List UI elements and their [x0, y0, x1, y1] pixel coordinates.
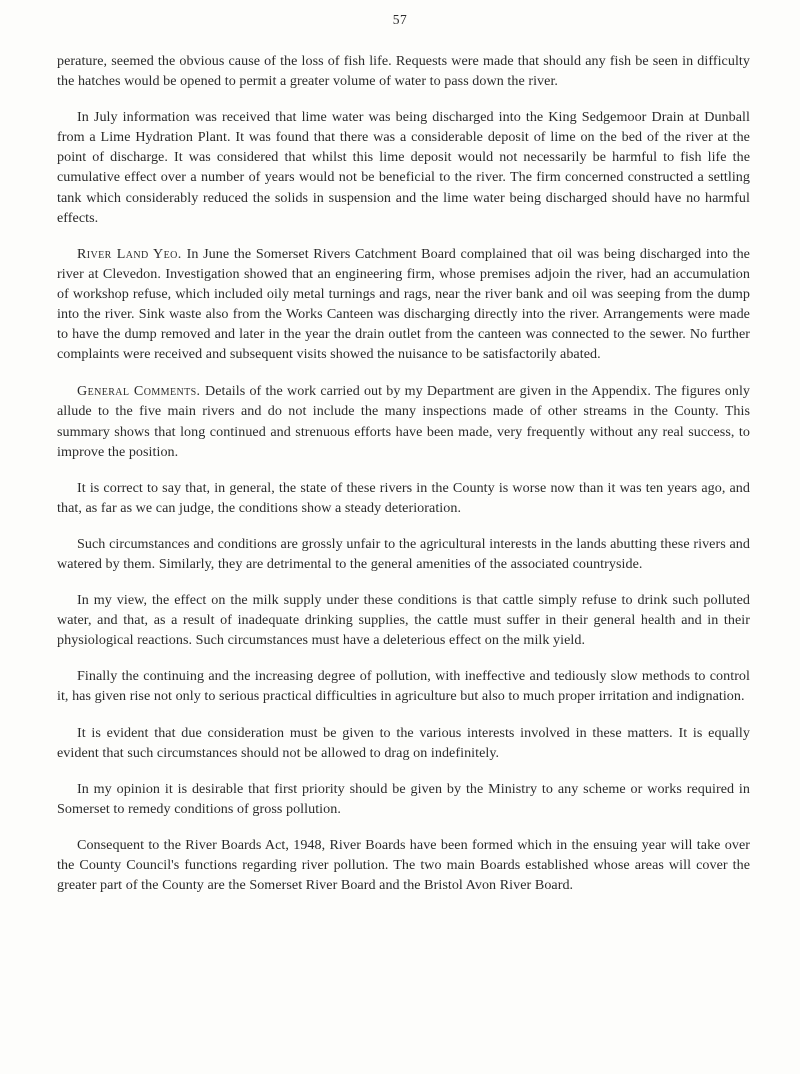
paragraph-text: Details of the work carried out by my Department are given in the Appendix. The figures only allude to the five main rivers and do not include the many inspections made of other streams in the County. This summary shows that long continued and strenuous efforts have been made, very frequently without any real success, to improve the position.: [57, 383, 751, 460]
paragraph-first-priority: [57, 779, 750, 819]
paragraph-text: perature, seemed the obvious cause of the loss of fish life. Requests were made that should any fish be seen in difficulty the hatches would be opened to permit a greater volume of water to pass down the river.: [57, 53, 750, 90]
section-heading-river-land-yeo: River Land Yeo.: [77, 245, 187, 262]
paragraph-text: Finally the continuing and the increasing degree of pollution, with ineffective and tediously slow methods to control it, has given rise not only to serious practical difficulties in agriculture but also to much proper irritation and indignation.: [57, 668, 750, 705]
paragraph-state-of-rivers: [57, 478, 750, 518]
paragraph-text: It is evident that due consideration must be given to the various interests involved in these matters. It is equally evident that such circumstances should not be allowed to drag on indefinitely.: [57, 724, 750, 761]
paragraph-river-land-yeo: [57, 244, 750, 365]
paragraph-text: Consequent to the River Boards Act, 1948, River Boards have been formed which in the ensuing year will take over the County Council's functions regarding river pollution. The two main Boards established whose areas will cover the greater part of the County are the Somerset River Board and the Bristol Avon River Board.: [57, 836, 750, 894]
paragraph-due-consideration: [57, 723, 750, 763]
paragraph-agricultural-interests: [57, 534, 750, 574]
paragraph-text: In July information was received that lime water was being discharged into the King Sedgemoor Drain at Dunball from a Lime Hydration Plant. It was found that there was a considerable deposit of lime on the bed of the river at the point of discharge. It was considered that whilst this lime deposit would not necessarily be harmful to fish life the cumulative effect over a number of years would not be beneficial to the river. The firm concerned constructed a settling tank which considerably reduced the solids in suspension and the lime water being discharged should have no harmful effects.: [57, 109, 750, 226]
body-text: [57, 51, 750, 911]
paragraph-text: In June the Somerset Rivers Catchment Board complained that oil was being discharged into the river at Clevedon. Investigation showed that an engineering firm, whose premises adjoin the river, had an accumulation of workshop refuse, which included oily metal turnings and rags, near the river bank and oil was seeping from the dump into the river. Sink waste also from the Works Canteen was discharging directly into the river. Arrangements were made to have the dump removed and later in the year the drain outlet from the canteen was connected to the sewer. No further complaints were received and subsequent visits showed the nuisance to be satisfactorily abated.: [57, 245, 750, 363]
paragraph-increasing-pollution: [57, 666, 750, 706]
paragraph-text: In my opinion it is desirable that first priority should be given by the Ministry to any scheme or works required in Somerset to remedy conditions of gross pollution.: [57, 780, 750, 817]
paragraph-text: In my view, the effect on the milk supply under these conditions is that cattle simply refuse to drink such polluted water, and that, as a result of inadequate drinking supplies, the cattle must suffer in their general health and in their physiological reactions. Such circumstances must have a deleterious effect on the milk yield.: [57, 592, 750, 649]
paragraph-text: It is correct to say that, in general, the state of these rivers in the County is worse now than it was ten years ago, and that, as far as we can judge, the conditions show a steady deterioration.: [57, 479, 750, 516]
page-number: 57: [392, 12, 408, 27]
paragraph-fish-life: [57, 51, 750, 91]
paragraph-text: Such circumstances and conditions are grossly unfair to the agricultural interests in the lands abutting these rivers and watered by them. Similarly, they are detrimental to the general amenities of the associated countryside.: [57, 535, 750, 572]
paragraph-river-boards-act: [57, 835, 750, 895]
section-heading-general-comments: General Comments.: [77, 383, 205, 400]
paragraph-general-comments: [57, 381, 750, 461]
paragraph-lime-water: [57, 107, 750, 228]
paragraph-milk-supply: [57, 590, 750, 650]
